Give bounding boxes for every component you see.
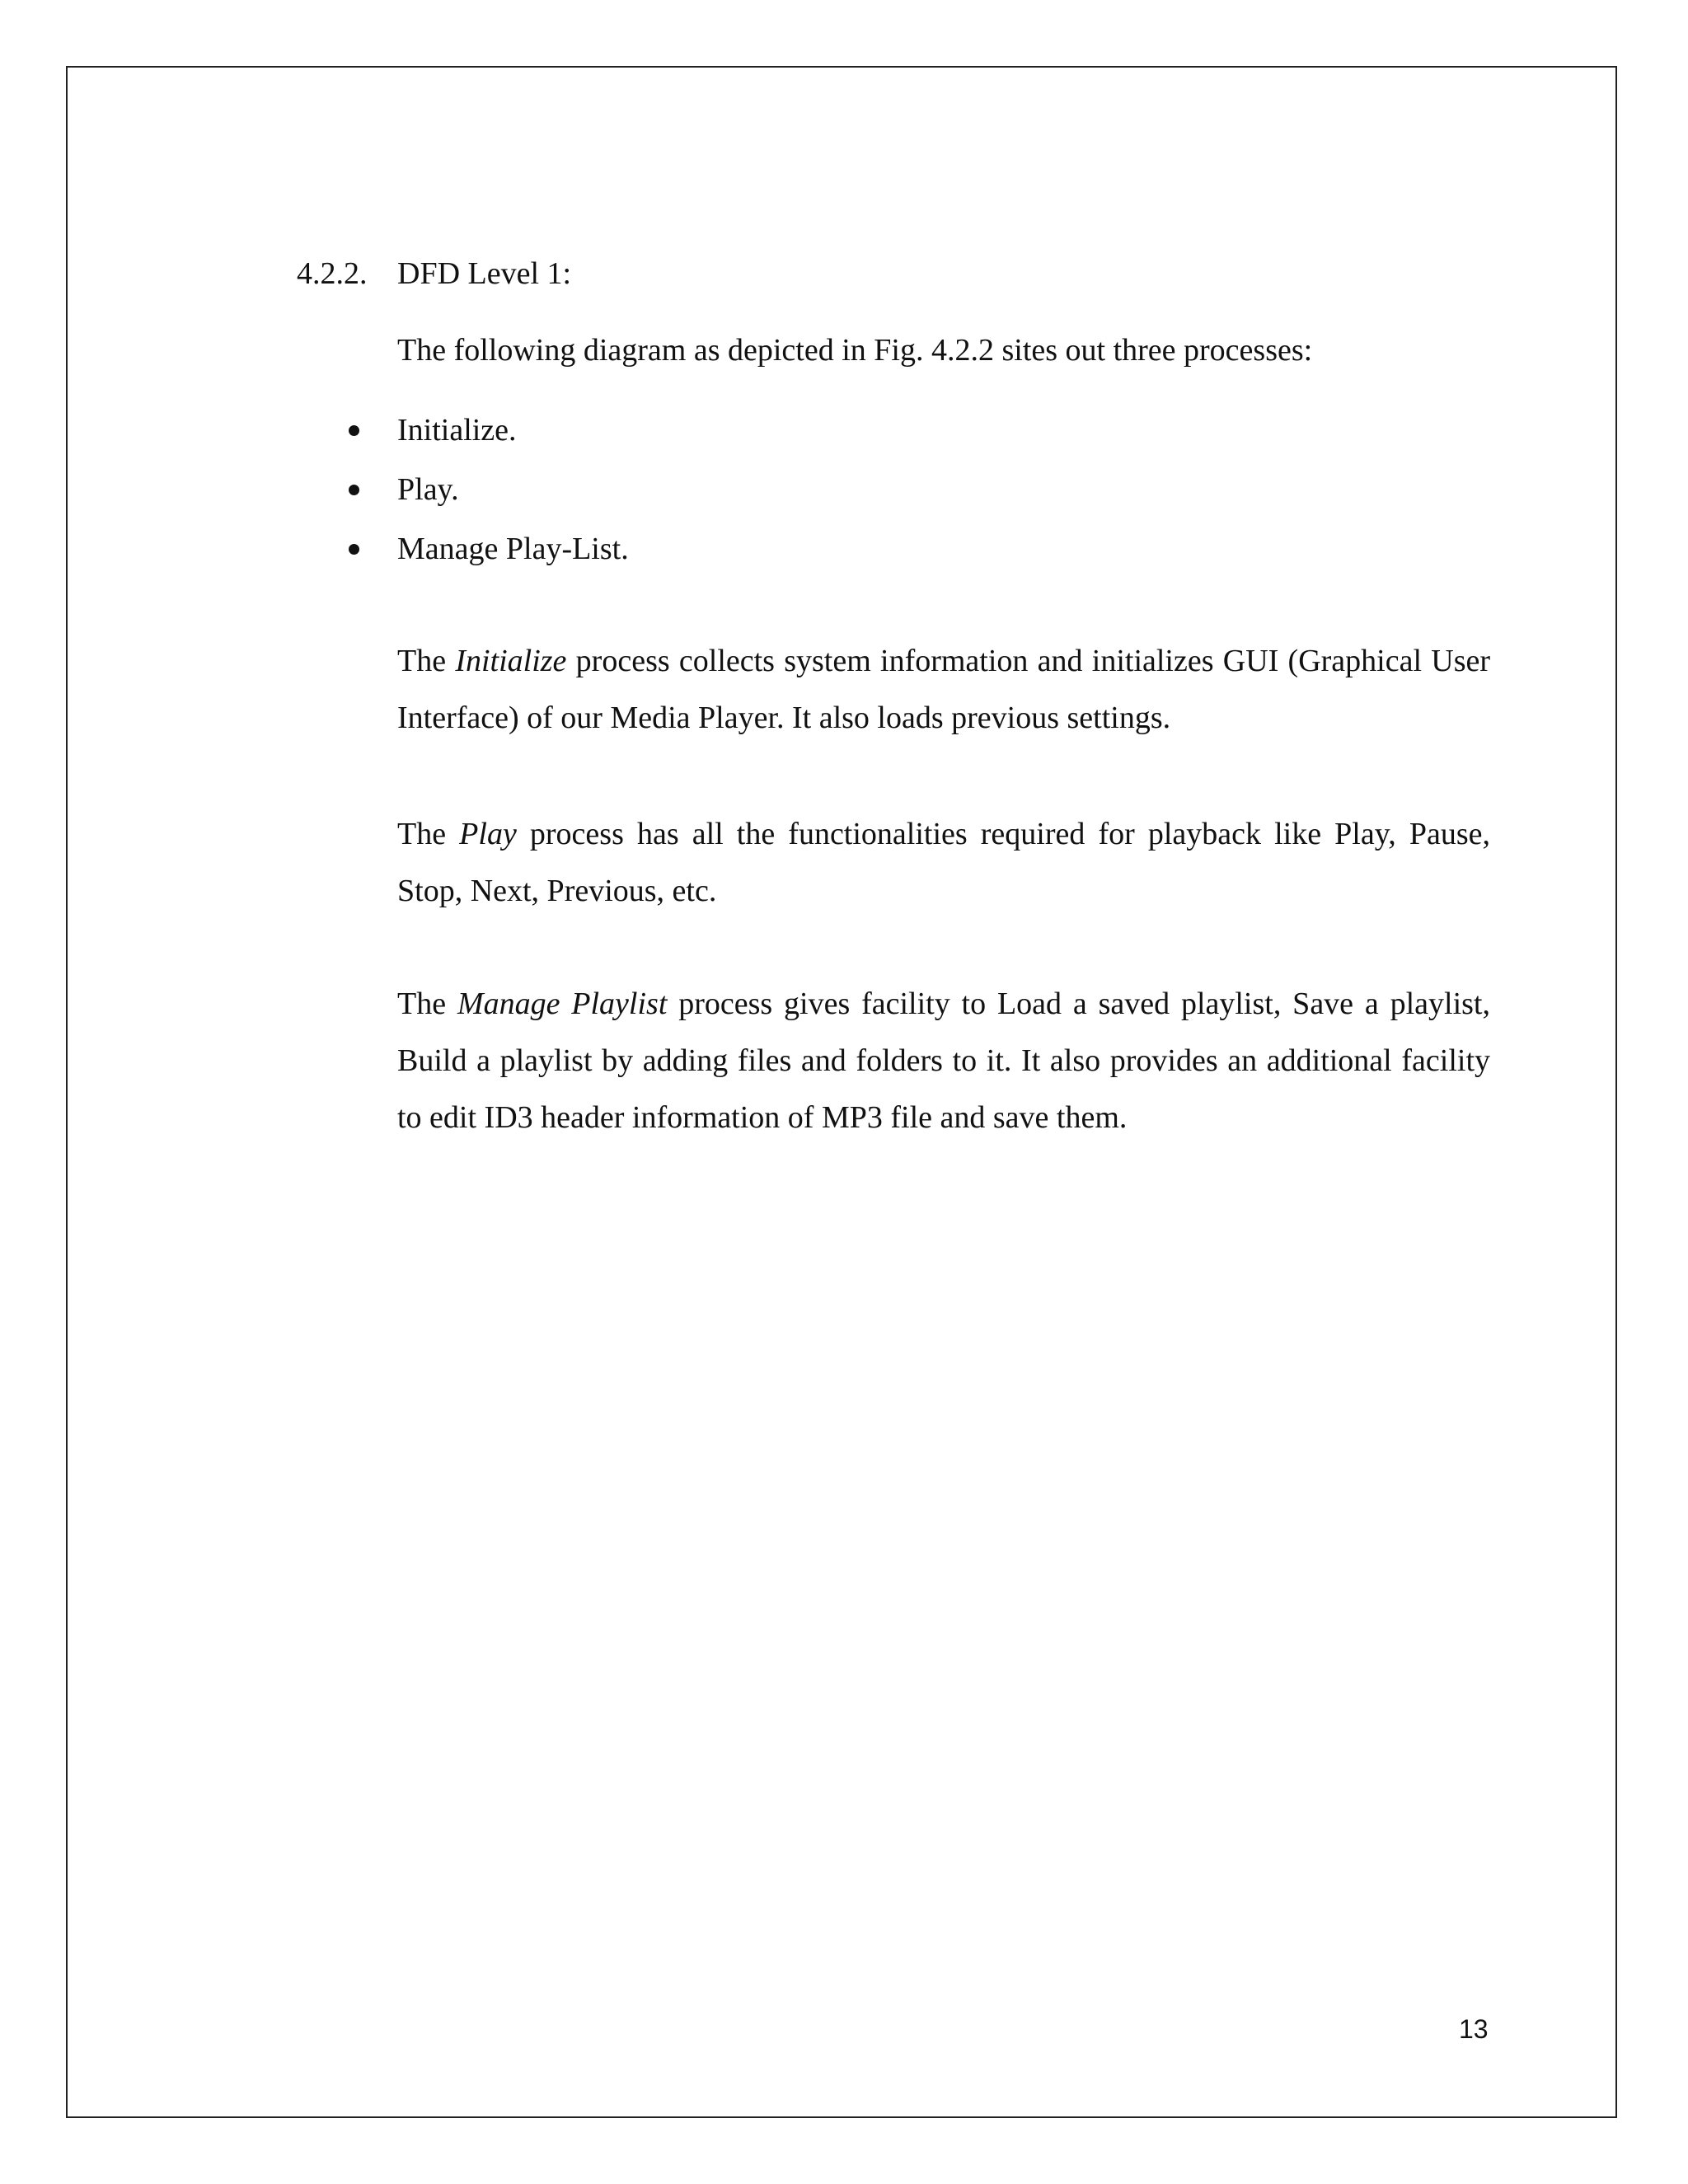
section-number: 4.2.2.: [297, 256, 368, 291]
play-paragraph: [397, 806, 1490, 920]
process-list: [346, 401, 629, 579]
list-item: [346, 460, 629, 519]
paragraph-lead: The: [397, 817, 460, 851]
bullet-icon: [349, 485, 359, 495]
paragraph-lead: The: [397, 644, 456, 678]
list-item-label: Play.: [397, 472, 459, 507]
intro-paragraph: The following diagram as depicted in Fig. 4.2.2 sites out three processes:: [397, 333, 1313, 368]
section-heading: [297, 254, 571, 293]
section-title: DFD Level 1:: [397, 256, 572, 291]
paragraph-term: Initialize: [455, 644, 567, 678]
manage-playlist-paragraph: [397, 976, 1490, 1146]
bullet-icon: [349, 544, 359, 555]
paragraph-body: process gives facility to Load a saved playlist, Save a playlist, Build a playlist by adding files and folders to it. It also provides an additional facility to edit ID3 header information of MP3 file and save them.: [397, 987, 1490, 1135]
page-number: 13: [1459, 2014, 1489, 2044]
paragraph-term: Play: [459, 817, 517, 851]
paragraph-lead: The: [397, 987, 457, 1021]
paragraph-body: process collects system information and initializes GUI (Graphical User Interface) of our Media Player. It also loads previous settings.: [397, 644, 1490, 735]
list-item: [346, 401, 629, 460]
paragraph-body: process has all the functionalities required for playback like Play, Pause, Stop, Next, Previous, etc.: [397, 817, 1490, 908]
paragraph-term: Manage Playlist: [457, 987, 668, 1021]
list-item-label: Manage Play-List.: [397, 532, 629, 566]
list-item: [346, 519, 629, 579]
bullet-icon: [349, 425, 359, 436]
initialize-paragraph: [397, 633, 1490, 747]
list-item-label: Initialize.: [397, 413, 517, 448]
